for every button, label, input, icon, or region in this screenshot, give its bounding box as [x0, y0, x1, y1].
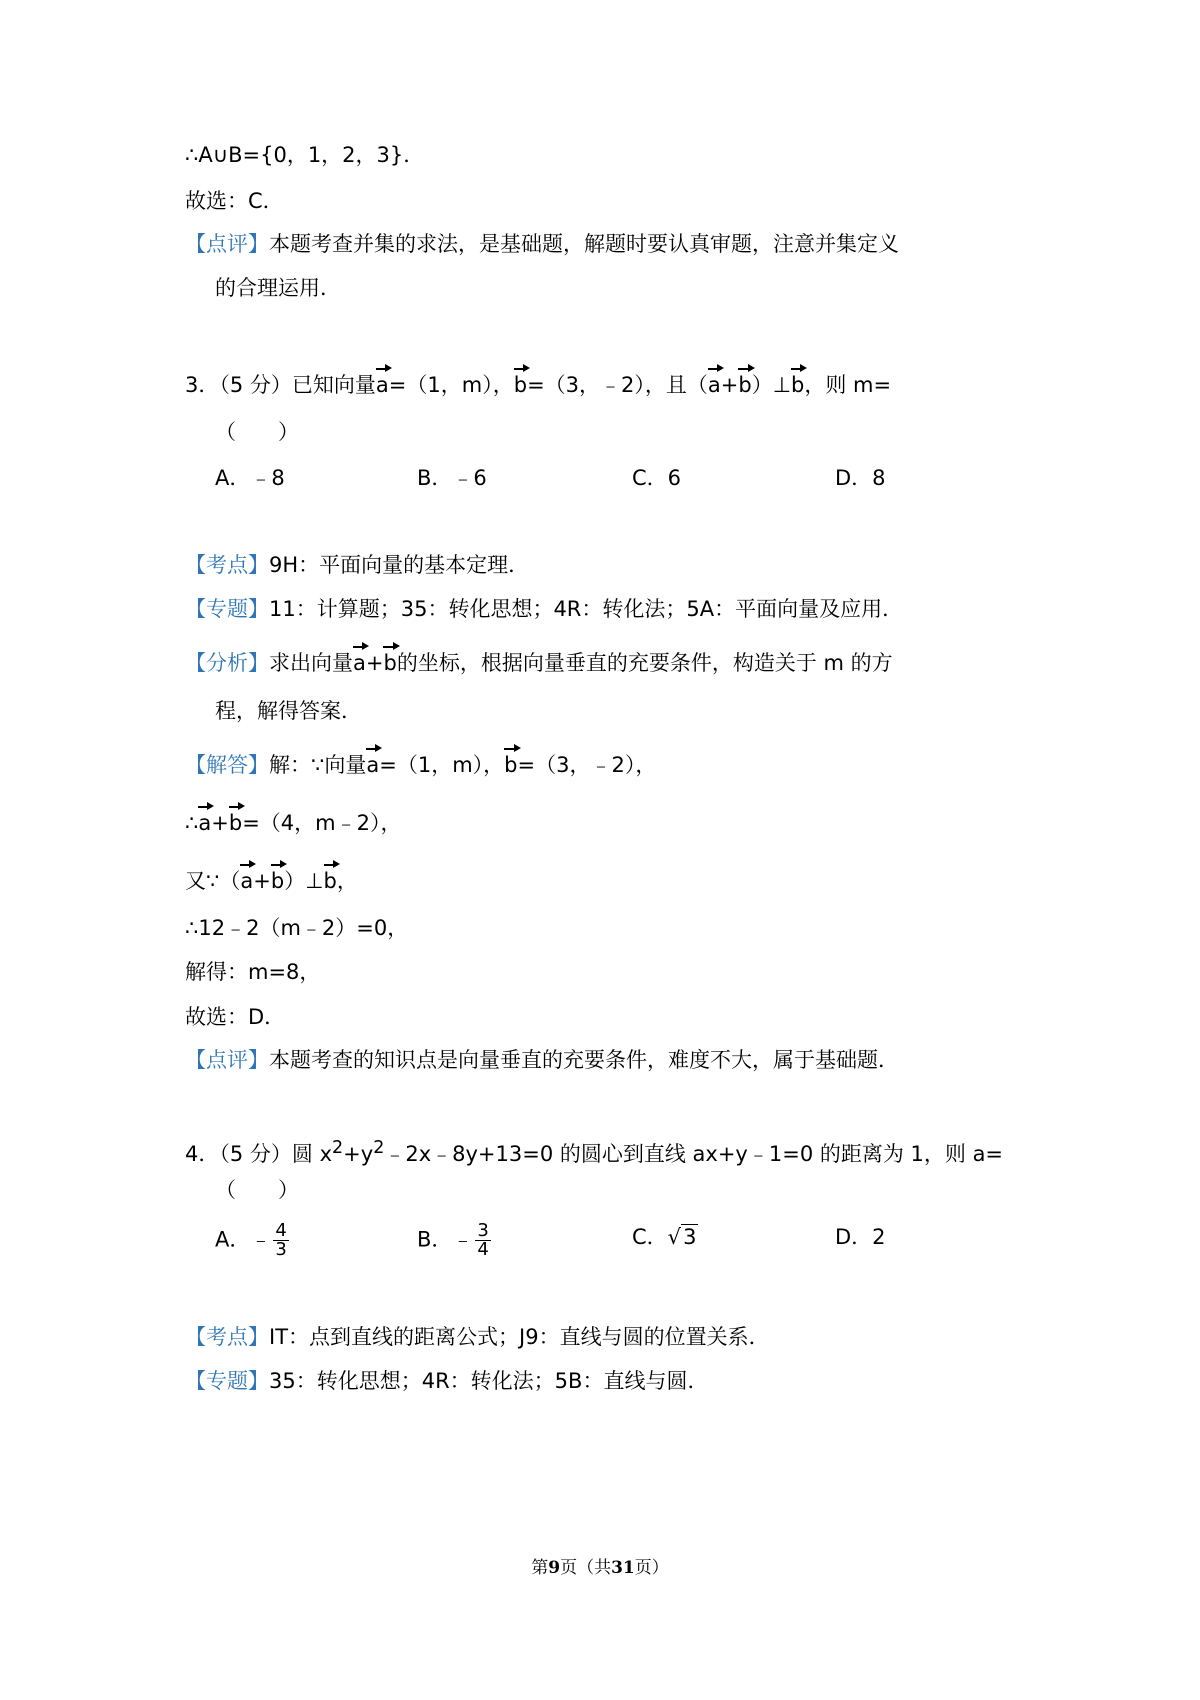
q4-option-d: D．2	[835, 1225, 886, 1249]
q3-option-b: B．﹣6	[417, 466, 487, 490]
step-text: ）⊥	[284, 869, 324, 893]
vector-b: b	[514, 368, 527, 400]
radical-sign-icon: √	[667, 1225, 682, 1249]
zhuanti-text: 35：转化思想；4R：转化法；5B：直线与圆．	[269, 1369, 709, 1393]
q4-answer-paren	[215, 1175, 299, 1205]
footer-text: 第	[531, 1558, 549, 1578]
fenxi-text: 求出向量	[269, 651, 353, 675]
step-text: =（4，m﹣2），	[242, 811, 402, 835]
page-number: 9	[548, 1558, 561, 1578]
prev-choice-text: 故选：C．	[185, 189, 284, 213]
q3-option-a: A．﹣8	[215, 466, 285, 490]
kaodian-text: IT：点到直线的距离公式；J9：直线与圆的位置关系．	[269, 1325, 770, 1349]
q4-zhuanti-line	[185, 1366, 708, 1396]
step-text: 又∵（	[185, 869, 241, 893]
q3-step-2	[185, 864, 358, 896]
footer-text: 页）	[634, 1558, 669, 1578]
q3-fenxi-line-2	[215, 696, 362, 726]
zhuanti-tag: 【专题】	[185, 1369, 269, 1393]
exponent: 2	[373, 1138, 385, 1158]
answer-blank: （ ）	[215, 1178, 299, 1202]
prev-review-line	[185, 229, 899, 259]
answer-blank: （ ）	[215, 420, 299, 444]
kaodian-tag: 【考点】	[185, 1325, 269, 1349]
option-label: A．﹣	[215, 1227, 272, 1252]
exponent: 2	[332, 1138, 344, 1158]
q4-stem-line	[185, 1133, 1003, 1169]
vector-b: b	[791, 368, 804, 400]
stem-text: ，则 m=	[804, 373, 892, 397]
q3-review-line	[185, 1045, 899, 1075]
plus-sign: +	[365, 651, 384, 675]
page-total: 31	[611, 1558, 635, 1578]
q3-step-5	[185, 1002, 285, 1032]
zhuanti-text: 11：计算题；35：转化思想；4R：转化法；5A：平面向量及应用．	[269, 597, 904, 621]
fraction-denominator: 4	[477, 1239, 489, 1260]
q3-option-c: C．6	[632, 466, 682, 490]
question-score: （5 分）	[219, 1142, 292, 1166]
step-text: ，	[336, 869, 358, 893]
union-result-line	[185, 140, 424, 170]
q3-fenxi-line	[185, 646, 893, 678]
page-footer	[0, 1553, 1200, 1578]
vector-a: a	[353, 646, 366, 678]
vector-b: b	[229, 806, 242, 838]
stem-text: =（1，m），	[388, 373, 514, 397]
stem-text: ﹣2x﹣8y+13=0 的圆心到直线 ax+y﹣1=0 的距离为 1，则 a=	[384, 1142, 1004, 1166]
plus-sign: +	[253, 869, 271, 893]
q4-kaodian-line	[185, 1322, 770, 1352]
question-number: 4．	[185, 1142, 220, 1166]
option-label: C．	[632, 1225, 668, 1249]
step-text: 解得：m=8，	[185, 960, 321, 984]
q3-step-4	[185, 957, 320, 987]
vector-a: a	[366, 748, 379, 780]
q3-answer-paren	[215, 417, 299, 447]
stem-text: ）⊥	[751, 373, 792, 397]
vector-a: a	[376, 368, 389, 400]
vector-b: b	[271, 864, 284, 896]
q3-step-3	[185, 913, 408, 943]
q3-zhuanti-line	[185, 594, 903, 624]
footer-text: 页（共	[560, 1558, 612, 1578]
union-result-text: ∴A∪B={0，1，2，3}．	[185, 143, 425, 167]
review-text-continued: 的合理运用．	[215, 276, 341, 300]
vector-a: a	[708, 368, 721, 400]
q3-option-d: D．8	[835, 466, 886, 490]
q3-jieda-line	[185, 748, 656, 780]
fenxi-text-continued: 程，解得答案．	[215, 699, 362, 723]
vector-a: a	[198, 806, 211, 838]
review-text: 本题考查并集的求法，是基础题，解题时要认真审题，注意并集定义	[269, 232, 899, 256]
review-text: 本题考查的知识点是向量垂直的充要条件，难度不大，属于基础题．	[269, 1048, 899, 1072]
plus-sign: +	[211, 811, 229, 835]
question-score: （5 分）	[219, 373, 292, 397]
prev-review-line-2	[215, 273, 341, 303]
prev-choice-line	[185, 186, 284, 216]
q3-kaodian-line	[185, 550, 529, 580]
question-number: 3．	[185, 373, 220, 397]
radicand: 3	[683, 1225, 697, 1249]
review-tag: 【点评】	[185, 1048, 269, 1072]
q4-option-a	[215, 1222, 289, 1259]
fenxi-text: 的坐标，根据向量垂直的充要条件，构造关于 m 的方	[396, 651, 893, 675]
jieda-text: 解：∵向量	[269, 753, 367, 777]
kaodian-text: 9H：平面向量的基本定理．	[269, 553, 530, 577]
option-label: B．﹣	[417, 1227, 474, 1252]
vector-b: b	[383, 646, 396, 678]
stem-text: 圆 x	[291, 1142, 333, 1166]
q3-step-1	[185, 806, 401, 838]
jieda-text: =（1，m），	[379, 753, 505, 777]
q4-option-c	[632, 1222, 698, 1252]
zhuanti-tag: 【专题】	[185, 597, 269, 621]
q3-stem-line	[185, 368, 891, 400]
jieda-tag: 【解答】	[185, 753, 269, 777]
stem-text: +y	[343, 1142, 374, 1166]
step-text: ∴	[185, 811, 199, 835]
vector-a: a	[240, 864, 253, 896]
fenxi-tag: 【分析】	[185, 651, 269, 675]
vector-b: b	[504, 748, 517, 780]
fraction	[475, 1222, 490, 1259]
kaodian-tag: 【考点】	[185, 553, 269, 577]
stem-text: =（3，﹣2），且（	[527, 373, 708, 397]
step-text: 故选：D．	[185, 1005, 286, 1029]
fraction-numerator: 3	[477, 1220, 489, 1241]
plus-sign: +	[720, 373, 739, 397]
q4-option-b	[417, 1222, 491, 1259]
stem-text: 已知向量	[291, 373, 376, 397]
fraction-denominator: 3	[275, 1239, 287, 1260]
fraction	[273, 1222, 288, 1259]
square-root	[668, 1222, 699, 1252]
step-text: ∴12﹣2（m﹣2）=0，	[185, 916, 409, 940]
jieda-text: =（3，﹣2），	[517, 753, 657, 777]
vector-b: b	[738, 368, 751, 400]
review-tag: 【点评】	[185, 232, 269, 256]
vector-b: b	[324, 864, 337, 896]
fraction-numerator: 4	[275, 1220, 287, 1241]
